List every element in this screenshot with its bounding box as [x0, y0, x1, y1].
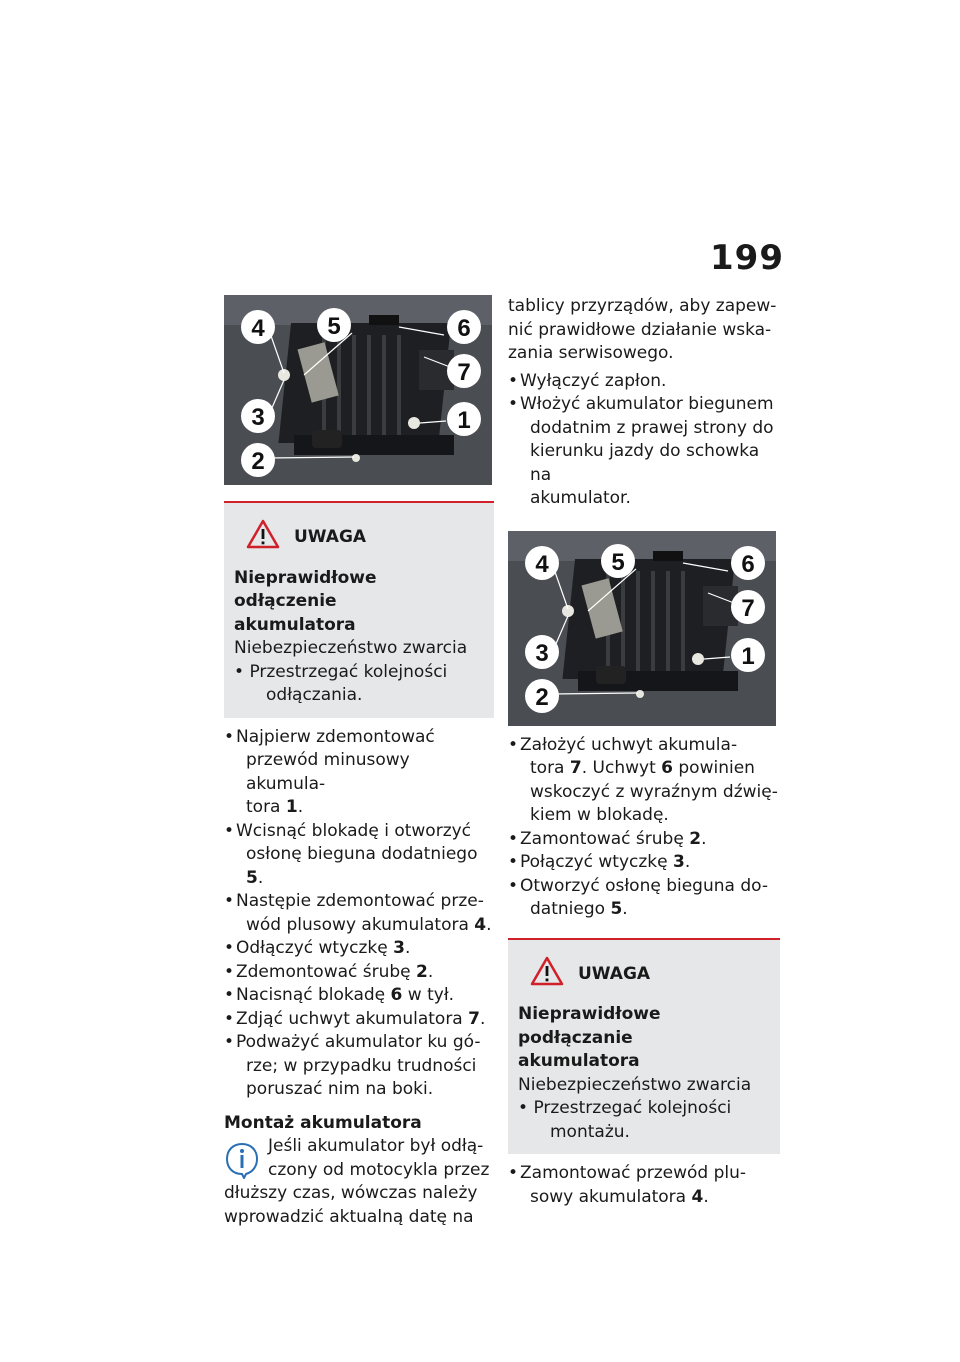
fig-label: 2: [251, 448, 265, 475]
fig-label: 2: [535, 683, 549, 711]
removal-steps: [224, 726, 494, 1102]
list-item: • Odłączyć wtyczkę 3.: [224, 937, 494, 961]
warning-title: UWAGA: [578, 963, 651, 984]
left-column: [224, 295, 494, 1229]
warning-box: [508, 938, 780, 1155]
fig-label: 5: [327, 313, 341, 340]
list-item: • Następie zdemontować prze- wód plusowy akumulatora 4.: [224, 890, 494, 937]
info-note: Jeśli akumulator był odłą- czony od motocykla przez dłuższy czas, wówczas należy wprowadzić aktualną datę na: [224, 1136, 490, 1227]
warning-title: UWAGA: [294, 527, 367, 547]
fig-label: 3: [251, 404, 265, 431]
list-item: • Wcisnąć blokadę i otworzyć osłonę bieguna dodatniego 5.: [224, 820, 494, 891]
list-item: • Wyłączyć zapłon.: [508, 370, 780, 394]
warning-risk: Niebezpieczeństwo zwarcia: [234, 638, 468, 658]
battery-figure-install: [508, 531, 776, 726]
warning-risk: Niebezpieczeństwo zwarcia: [518, 1074, 752, 1095]
warning-action: • Przestrzegać kolejności montażu.: [518, 1098, 732, 1142]
info-icon: [224, 1141, 260, 1187]
fig-label: 4: [535, 550, 549, 578]
fig-label: 4: [251, 315, 265, 342]
warning-box: [224, 501, 494, 718]
section-title: Montaż akumulatora: [224, 1112, 422, 1133]
fig-label: 1: [741, 642, 755, 670]
warning-triangle-icon: [530, 956, 564, 994]
list-item: • Otworzyć osłonę bieguna do- datniego 5.: [508, 875, 780, 922]
fig-label: 1: [457, 407, 471, 434]
fig-label: 6: [741, 550, 755, 578]
warning-triangle-icon: [246, 519, 280, 557]
intro-text: tablicy przyrządów, aby zapew- nić prawidłowe działanie wska- zania serwisowego.: [508, 296, 777, 363]
battery-photo: [508, 531, 776, 726]
install-steps-b: [508, 734, 780, 922]
warning-action: • Przestrzegać kolejności odłączania.: [234, 661, 448, 705]
fig-label: 7: [457, 359, 471, 386]
list-item: • Zdjąć uchwyt akumulatora 7.: [224, 1008, 494, 1032]
fig-label: 3: [535, 639, 549, 667]
list-item: • Najpierw zdemontować przewód minusowy akumula- tora 1.: [224, 726, 494, 820]
warning-subtitle: Nieprawidłowe odłączenie akumulatora: [234, 567, 377, 635]
warning-subtitle: Nieprawidłowe podłączanie akumulatora: [518, 1004, 661, 1071]
list-item: • Połączyć wtyczkę 3.: [508, 851, 780, 875]
install-steps-a: [508, 370, 780, 511]
right-column: [508, 295, 780, 1209]
list-item: • Zdemontować śrubę 2.: [224, 961, 494, 985]
fig-label: 7: [741, 594, 755, 622]
fig-label: 5: [611, 548, 625, 576]
list-item: • Nacisnąć blokadę 6 w tył.: [224, 984, 494, 1008]
list-item: • Zamontować śrubę 2.: [508, 828, 780, 852]
list-item: • Założyć uchwyt akumula- tora 7. Uchwyt 6 powinien wskoczyć z wyraźnym dźwię- kiem w blokadę.: [508, 734, 780, 828]
battery-photo: [224, 295, 492, 485]
battery-figure-removal: [224, 295, 492, 485]
fig-label: 6: [457, 315, 471, 342]
page-number: 199: [710, 238, 784, 278]
list-item: • Włożyć akumulator biegunem dodatnim z prawej strony do kierunku jazdy do schowka na akumulator.: [508, 393, 780, 511]
list-item: • Podważyć akumulator ku gó- rze; w przypadku trudności poruszać nim na boki.: [224, 1031, 494, 1102]
list-item: • Zamontować przewód plu- sowy akumulatora 4.: [508, 1162, 780, 1209]
install-steps-c: [508, 1162, 780, 1209]
